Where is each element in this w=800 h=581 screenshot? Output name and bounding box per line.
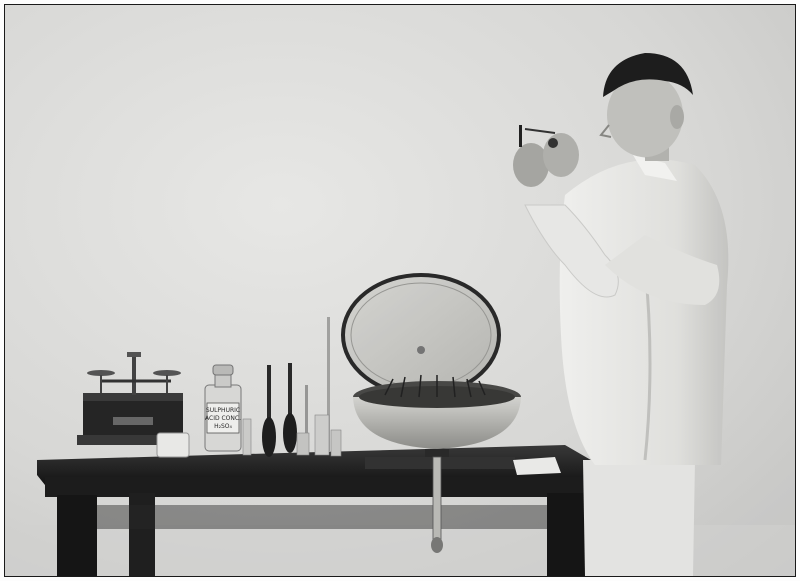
bottle-label-line2: ACID CONC.: [205, 415, 241, 422]
grain-overlay: [5, 5, 795, 576]
photograph: [4, 4, 796, 577]
photo-canvas: [5, 5, 795, 576]
bottle-label-line1: SULPHURIC: [205, 407, 241, 414]
bottle-label-line3: H₂SO₄: [214, 423, 232, 430]
